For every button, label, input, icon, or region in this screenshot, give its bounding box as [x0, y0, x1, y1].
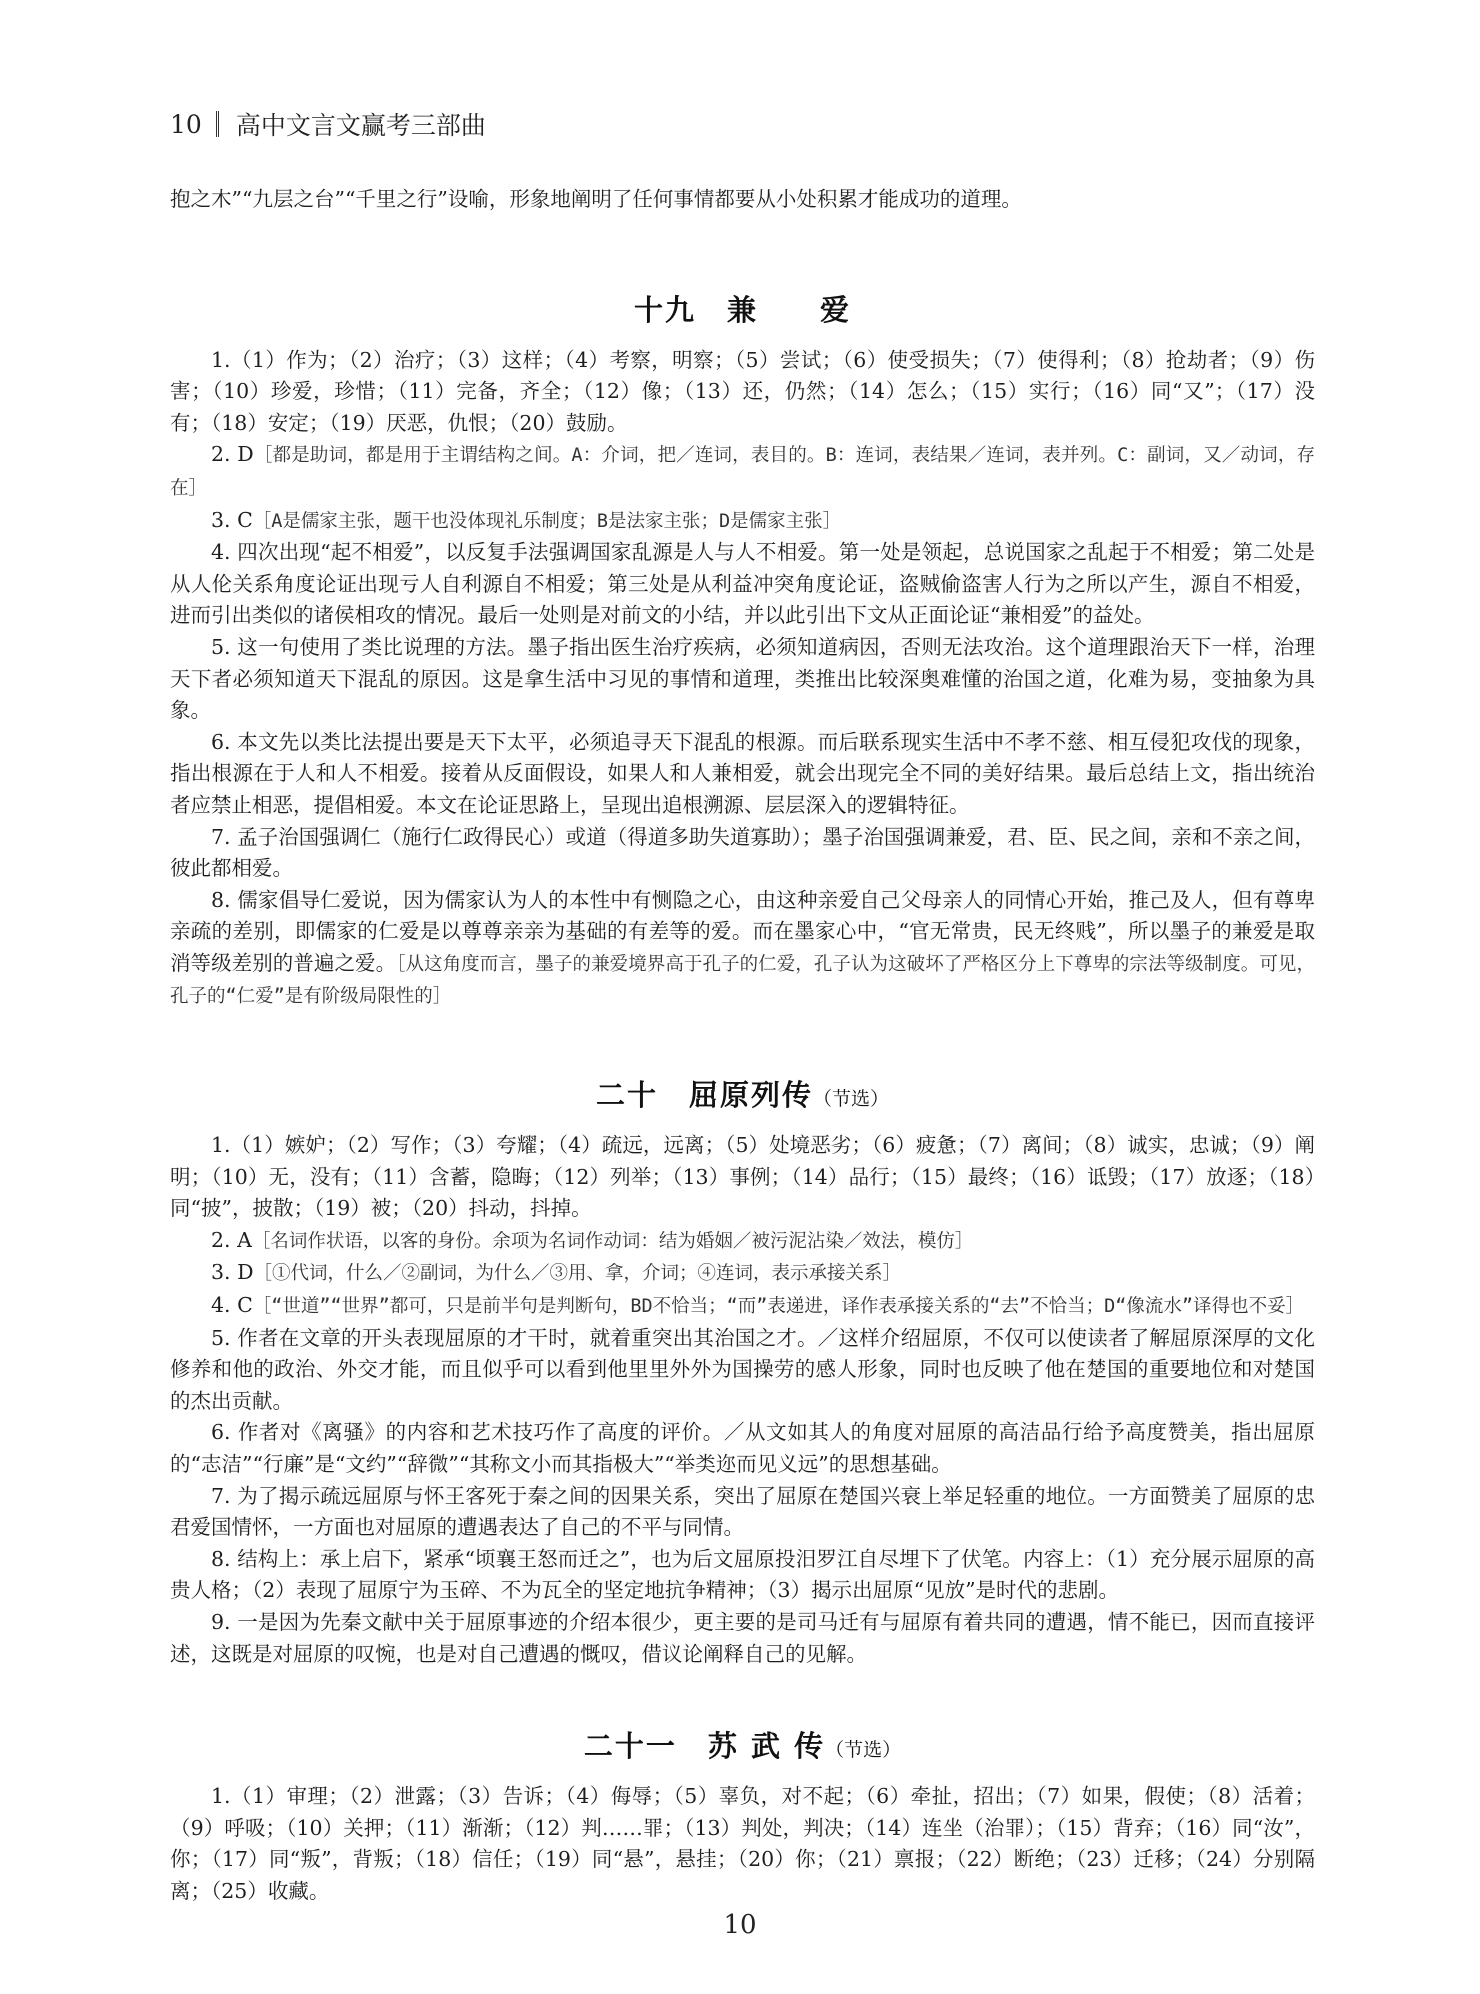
- answer-item: 5. 作者在文章的开头表现屈原的才干时，就着重突出其治国之才。／这样介绍屈原，不仅可以使读者了解屈原深厚的文化修养和他的政治、外交才能，而且似乎可以看到他里里外外为国操劳的感人形象，同时也反映了他在楚国的重要地位和对楚国的杰出贡献。: [170, 1325, 1315, 1413]
- answer-item: 7. 为了揭示疏远屈原与怀王客死于秦之间的因果关系，突出了屈原在楚国兴衰上举足轻重的地位。一方面赞美了屈原的忠君爱国情怀，一方面也对屈原的遭遇表达了自己的不平与同情。: [170, 1483, 1315, 1540]
- section-title: 二十 屈原列传: [595, 1078, 813, 1113]
- answer-item: 7. 孟子治国强调仁（施行仁政得民心）或道（得道多助失道寡助）；墨子治国强调兼爱，君、臣、民之间，亲和不亲之间，彼此都相爱。: [170, 824, 1315, 881]
- answer-item: 3. C［A是儒家主张，题干也没体现礼乐制度；B是法家主张；D是儒家主张］: [211, 507, 842, 532]
- section-heading: [170, 1724, 1315, 1765]
- section-heading: [170, 288, 1315, 329]
- main-content: [170, 184, 1315, 1908]
- answer-item: 8. 儒家倡导仁爱说，因为儒家认为人的本性中有恻隐之心，由这种亲爱自己父母亲人的同情心开始，推己及人，但有尊卑亲疏的差别，即儒家的仁爱是以尊尊亲亲为基础的有差等的爱。而在墨家心中，“官无常贵，民无终贱”，所以墨子的兼爱是取消等级差别的普遍之爱。［从这角度而言，墨子的兼爱境界高于孔子的仁爱，孔子认为这破坏了严格区分上下尊卑的宗法等级制度。可见，孔子的“仁爱”是有阶级局限性的］: [170, 887, 1315, 1008]
- answer-note: ［名词作状语，以客的身份。余项为名词作动词：结为婚姻／被污泥沾染／效法，模仿］: [251, 1230, 974, 1252]
- answer-note: ［①代词，什么／②副词，为什么／③用、拿，介词；④连词，表示承接关系］: [253, 1263, 902, 1285]
- answer-item: 3. D［①代词，什么／②副词，为什么／③用、拿，介词；④连词，表示承接关系］: [211, 1260, 902, 1285]
- answer-item: 4. C［“世道”“世界”都可，只是前半句是判断句，BD不恰当；“而”表递进，译作表承接关系的“去”不恰当；D“像流水”译得也不妥］: [211, 1293, 1305, 1318]
- answer-item: 4. 四次出现“起不相爱”，以反复手法强调国家乱源是人与人不相爱。第一处是领起，总说国家之乱起于不相爱；第二处是从人伦关系角度论证出现亏人自利源自不相爱；第三处是从利益冲突角度论证，盗贼偷盗害人行为之所以产生，源自不相爱，进而引出类似的诸侯相攻的情况。最后一处则是对前文的小结，并以此引出下文从正面论证“兼相爱”的益处。: [170, 540, 1315, 628]
- header-page-number: 10: [170, 109, 202, 139]
- section-subtitle: （节选）: [825, 1739, 902, 1762]
- section-heading: [170, 1073, 1315, 1114]
- page-footer-number: 10: [723, 1910, 757, 1940]
- header-divider: [216, 111, 222, 137]
- header-book-title: 高中文言文赢考三部曲: [235, 111, 486, 140]
- intro-paragraph: 抱之木”“九层之台”“千里之行”设喻，形象地阐明了任何事情都要从小处积累才能成功的道理。: [170, 187, 1022, 211]
- answer-item: 6. 作者对《离骚》的内容和艺术技巧作了高度的评价。／从文如其人的角度对屈原的高洁品行给予高度赞美，指出屈原的“志洁”“行廉”是“文约”“辞微”“其称文小而其指极大”“举类迩而见义远”的思想基础。: [170, 1420, 1315, 1476]
- answer-item: 8. 结构上：承上启下，紧承“顷襄王怒而迁之”，也为后文屈原投汨罗江自尽埋下了伏笔。内容上：（1）充分展示屈原的高贵人格；（2）表现了屈原宁为玉碎、不为瓦全的坚定地抗争精神；（3）揭示出屈原“见放”是时代的悲剧。: [170, 1546, 1315, 1603]
- section-title: 十九 兼 爱: [633, 292, 851, 327]
- section-title: 二十一 苏 武 传: [583, 1729, 826, 1764]
- answer-note: ［A是儒家主张，题干也没体现礼乐制度；B是法家主张；D是儒家主张］: [252, 510, 842, 532]
- running-header: [170, 106, 486, 142]
- section-subtitle: （节选）: [813, 1088, 890, 1111]
- answer-item: 6. 本文先以类比法提出要是天下太平，必须追寻天下混乱的根源。而后联系现实生活中不孝不慈、相互侵犯攻伐的现象，指出根源在于人和人不相爱。接着从反面假设，如果人和人兼相爱，就会出现完全不同的美好结果。最后总结上文，指出统治者应禁止相恶，提倡相爱。本文在论证思路上，呈现出追根溯源、层层深入的逻辑特征。: [170, 729, 1315, 817]
- answer-item: 1.（1）审理；（2）泄露；（3）告诉；（4）侮辱；（5）辜负，对不起；（6）牵扯，招出；（7）如果，假使；（8）活着；（9）呼吸；（10）关押；（11）渐渐；（12）判……罪；（13）判处，判决；（14）连坐（治罪）；（15）背弃；（16）同“汝”，你；（17）同“叛”，背叛；（18）信任；（19）同“悬”，悬挂；（20）你；（21）禀报；（22）断绝；（23）迁移；（24）分别隔离；（25）收藏。: [170, 1784, 1315, 1903]
- answer-item: 2. A［名词作状语，以客的身份。余项为名词作动词：结为婚姻／被污泥沾染／效法，模仿］: [211, 1227, 974, 1252]
- answer-note: ［从这角度而言，墨子的兼爱境界高于孔子的仁爱，孔子认为这破坏了严格区分上下尊卑的宗法等级制度。可见，孔子的“仁爱”是有阶级局限性的］: [170, 953, 1315, 1008]
- answer-note: ［“世道”“世界”都可，只是前半句是判断句，BD不恰当；“而”表递进，译作表承接关系的“去”不恰当；D“像流水”译得也不妥］: [252, 1296, 1305, 1318]
- answer-item: 2. D［都是助词，都是用于主谓结构之间。A：介词，把／连词，表目的。B：连词，表结果／连词，表并列。C：副词，又／动词，存在］: [170, 442, 1316, 499]
- answer-item: 9. 一是因为先秦文献中关于屈原事迹的介绍本很少，更主要的是司马迁有与屈原有着共同的遭遇，情不能已，因而直接评述，这既是对屈原的叹惋，也是对自己遭遇的慨叹，借议论阐释自己的见解。: [170, 1609, 1315, 1666]
- answer-item: 1.（1）嫉妒；（2）写作；（3）夸耀；（4）疏远，远离；（5）处境恶劣；（6）疲惫；（7）离间；（8）诚实，忠诚；（9）阐明；（10）无，没有；（11）含蓄，隐晦；（12）列举；（13）事例；（14）品行；（15）最终；（16）诋毁；（17）放逐；（18）同“披”，披散；（19）被；（20）抖动，抖掉。: [170, 1133, 1315, 1221]
- answer-note: ［都是助词，都是用于主谓结构之间。A：介词，把／连词，表目的。B：连词，表结果／连词，表并列。C：副词，又／动词，存在］: [170, 445, 1316, 499]
- answer-item: 1.（1）作为；（2）治疗；（3）这样；（4）考察，明察；（5）尝试；（6）使受损失；（7）使得利；（8）抢劫者；（9）伤害；（10）珍爱，珍惜；（11）完备，齐全；（12）像；（13）还，仍然；（14）怎么；（15）实行；（16）同“又”；（17）没有；（18）安定；（19）厌恶，仇恨；（20）鼓励。: [170, 347, 1315, 435]
- answer-item: 5. 这一句使用了类比说理的方法。墨子指出医生治疗疾病，必须知道病因，否则无法攻治。这个道理跟治天下一样，治理天下者必须知道天下混乱的原因。这是拿生活中习见的事情和道理，类推出比较深奥难懂的治国之道，化难为易，变抽象为具象。: [170, 634, 1315, 723]
